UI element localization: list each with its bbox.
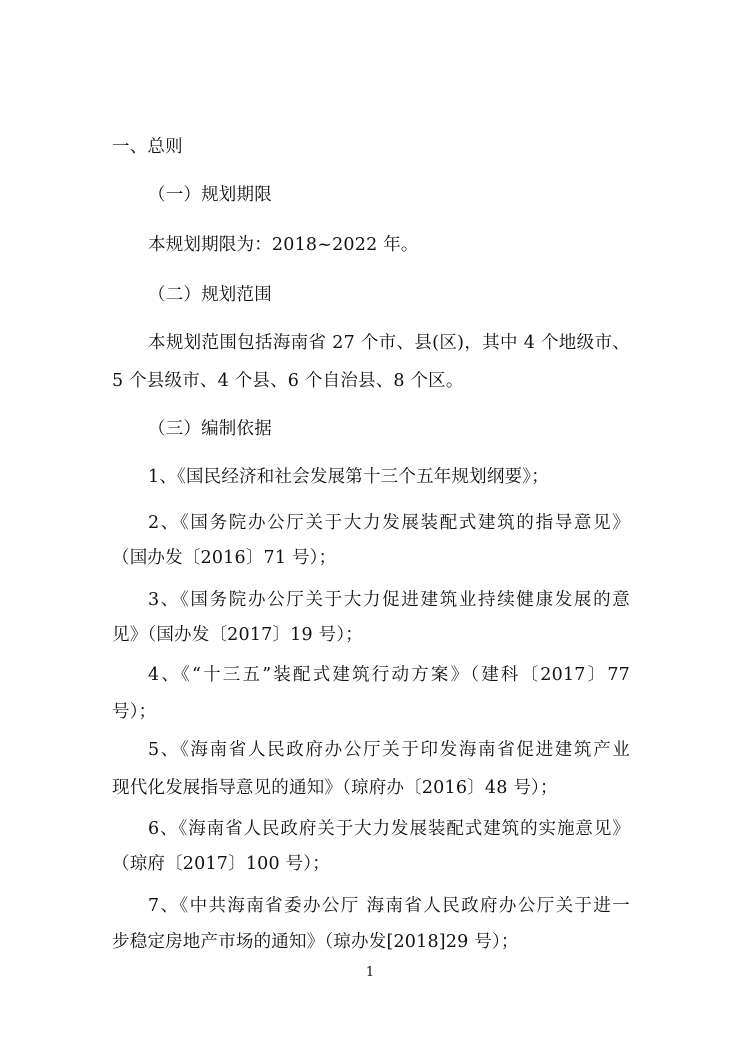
list-item-3-line-2: 见》（国办发〔2017〕19 号）；: [112, 625, 363, 645]
list-item-1: 1、《国民经济和社会发展第十三个五年规划纲要》；: [148, 467, 549, 487]
list-item-5-line-1: 5、《海南省人民政府办公厅关于印发海南省促进建筑产业: [148, 740, 630, 760]
list-item-2-line-2: （国办发〔2016〕71 号）；: [112, 548, 337, 568]
list-item-5-line-2: 现代化发展指导意见的通知》（琼府办〔2016〕48 号）；: [112, 778, 558, 798]
page-number: 1: [365, 965, 375, 980]
paragraph-scope-line-1: 本规划范围包括海南省 27 个市、县(区)，其中 4 个地级市、: [148, 333, 630, 353]
list-item-3-line-1: 3、《国务院办公厅关于大力促进建筑业持续健康发展的意: [148, 590, 630, 610]
subsection-title-basis: （三）编制依据: [148, 419, 272, 439]
list-item-7-line-2: 步稳定房地产市场的通知》（琼办发[2018]29 号）；: [112, 932, 519, 952]
paragraph-scope-line-2: 5 个县级市、4 个县、6 个自治县、8 个区。: [112, 371, 464, 391]
subsection-title-period: （一）规划期限: [148, 185, 272, 205]
list-item-6-line-2: （琼府〔2017〕100 号）；: [112, 854, 330, 874]
list-item-4-line-1: 4、《“十三五”装配式建筑行动方案》（建科〔2017〕77: [148, 665, 630, 685]
subsection-title-scope: （二）规划范围: [148, 285, 272, 305]
list-item-7-line-1: 7、《中共海南省委办公厅 海南省人民政府办公厅关于进一: [148, 896, 630, 916]
list-item-6-line-1: 6、《海南省人民政府关于大力发展装配式建筑的实施意见》: [148, 819, 630, 839]
paragraph-period: 本规划期限为：2018~2022 年。: [148, 235, 419, 255]
section-title: 一、总则: [112, 137, 183, 157]
list-item-2-line-1: 2、《国务院办公厅关于大力发展装配式建筑的指导意见》: [148, 513, 630, 533]
list-item-4-line-2: 号）；: [112, 702, 157, 722]
